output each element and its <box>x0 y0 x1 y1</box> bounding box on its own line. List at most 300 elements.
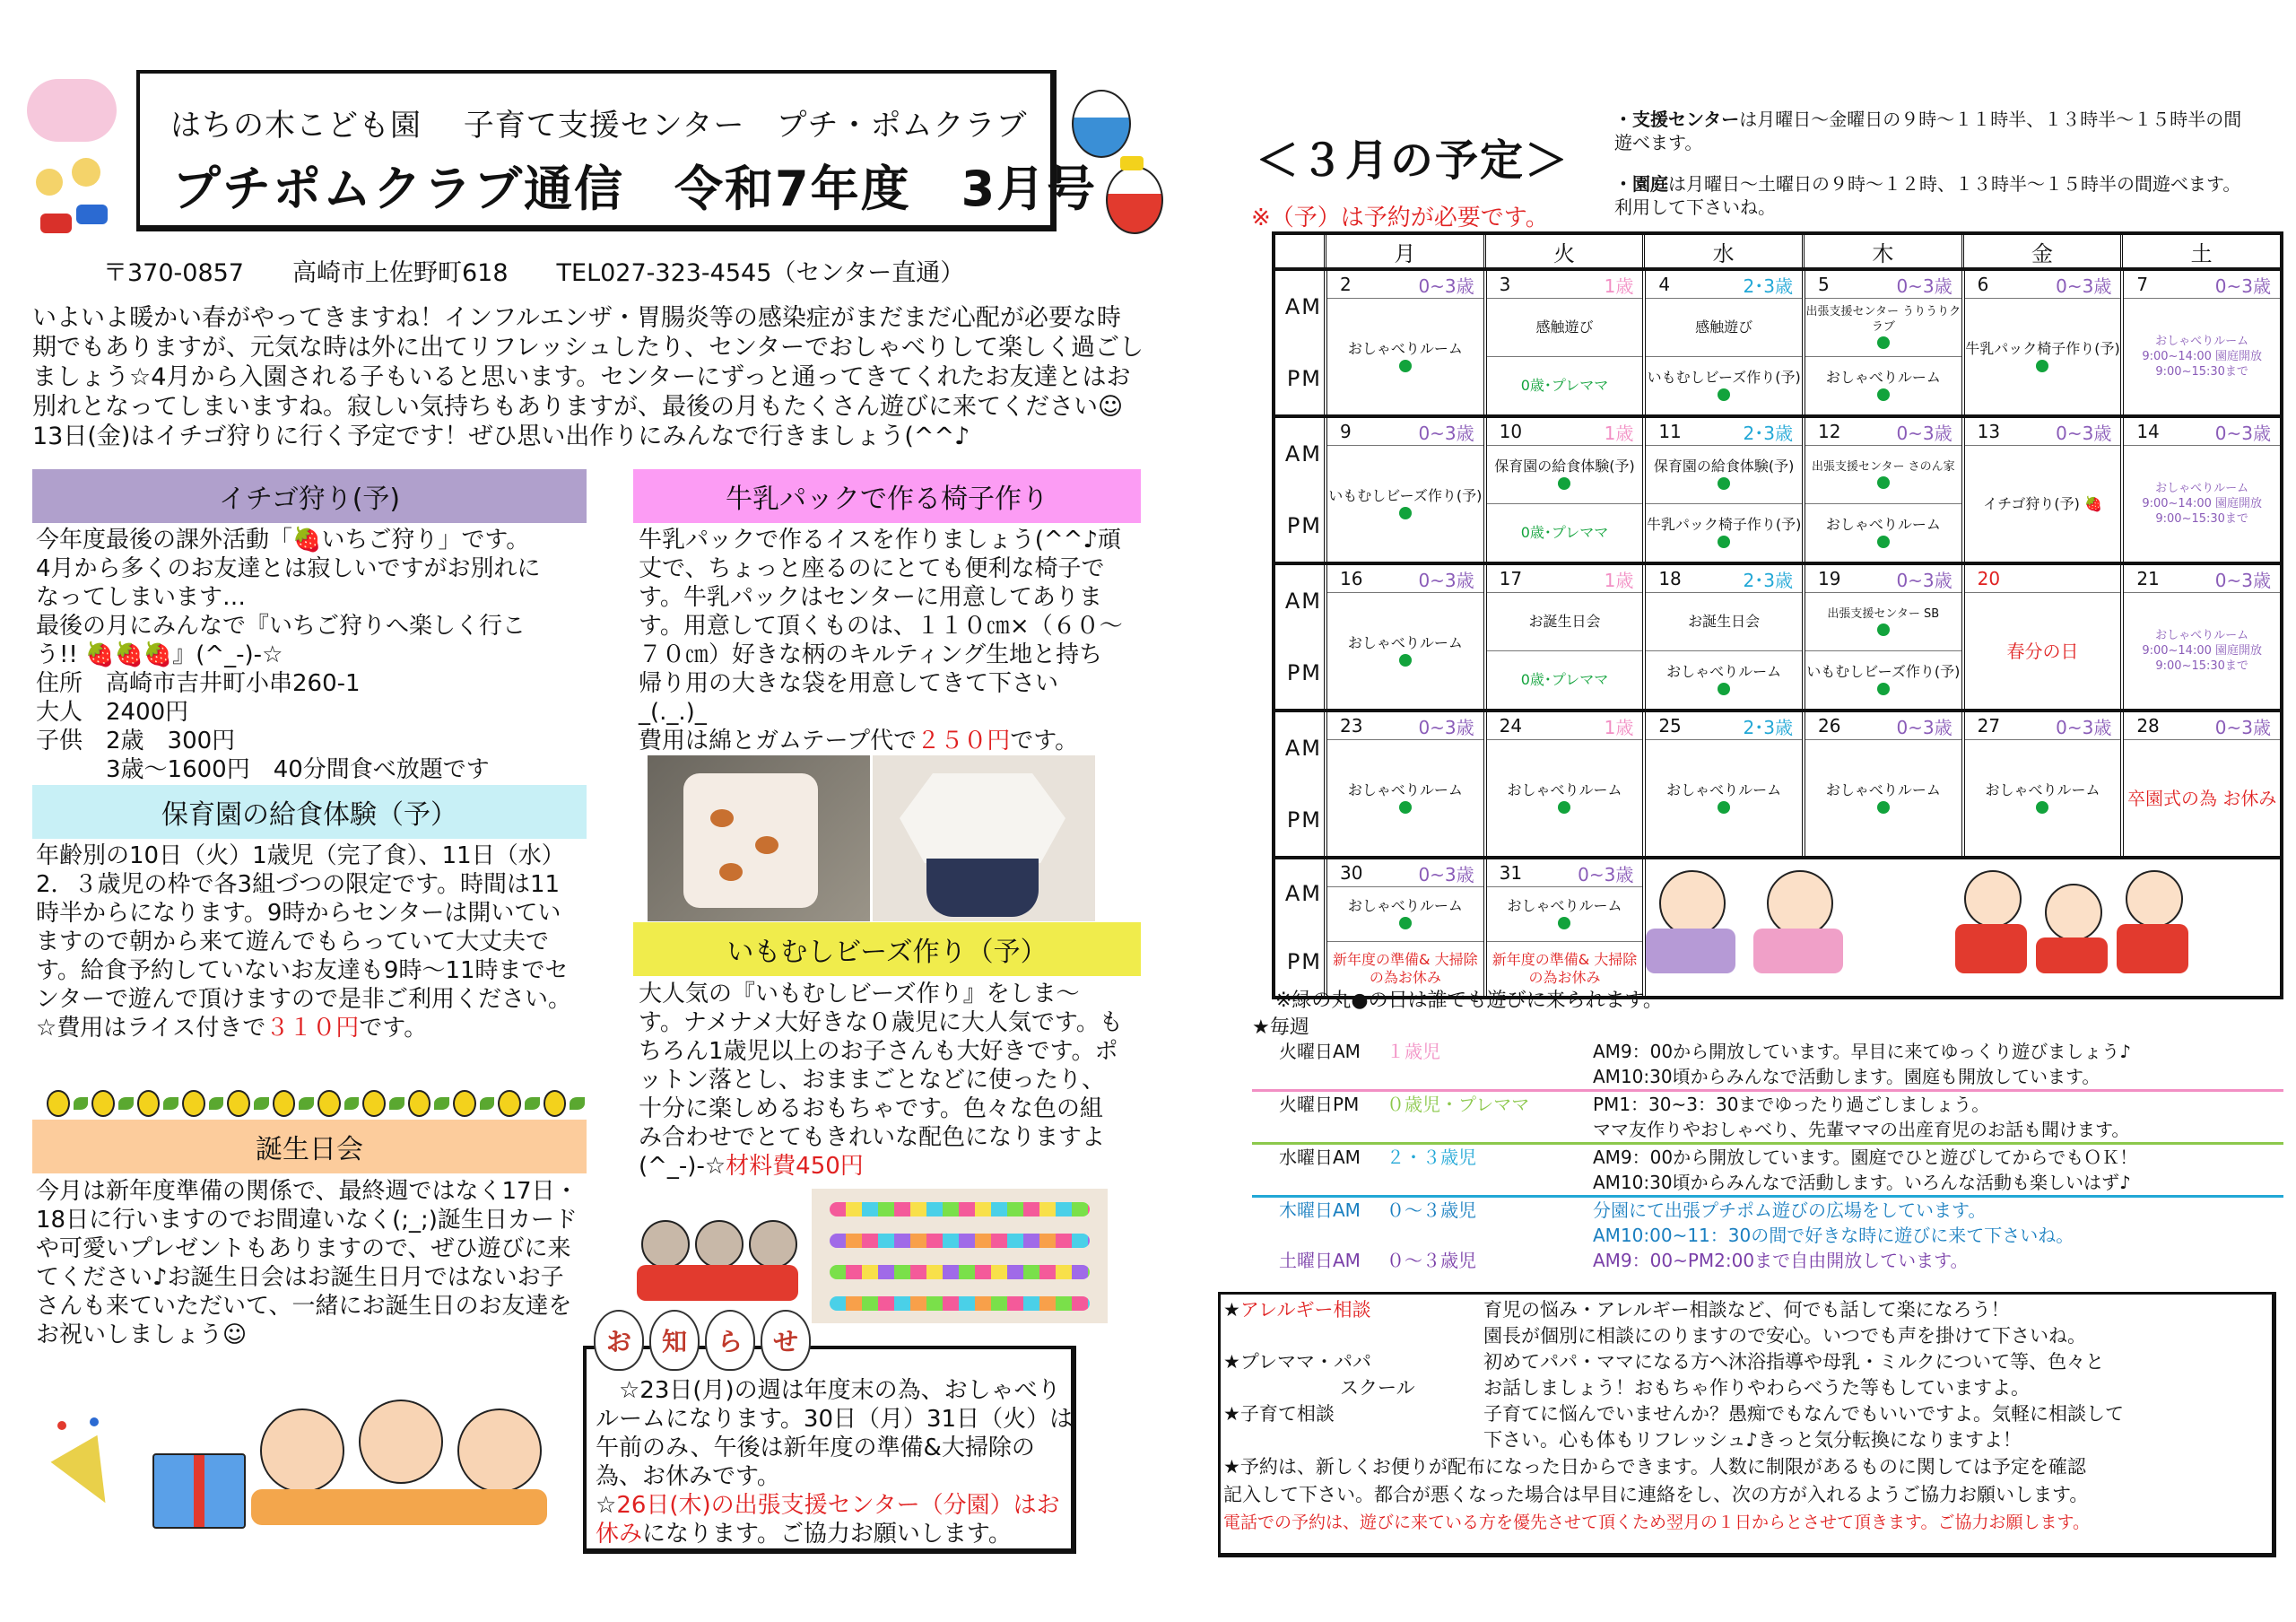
weekly-detail-line: AM9：00~PM2:00まで自由開放しています。 <box>1593 1250 1969 1271</box>
day-event <box>1965 593 2121 709</box>
service-row <box>1223 1401 2273 1453</box>
center-hours-text: は月曜日～金曜日の９時～１１時半、１３時半～１５時半の間遊べます。 <box>1614 109 2242 153</box>
section-body-milk-pack-chair <box>639 526 1123 755</box>
age-group: 0~3歳 <box>1578 863 1634 885</box>
singing-children-illustration <box>251 1364 547 1525</box>
service-label <box>1223 1349 1483 1401</box>
weekly-details <box>1593 1092 2283 1142</box>
weekly-details <box>1593 1248 2283 1273</box>
weekly-day: 土曜日AM <box>1279 1250 1361 1271</box>
reservation-required-note: ※（予）は予約が必要です。 <box>1251 205 1549 231</box>
service-name-cont: スクール <box>1340 1377 1415 1399</box>
service-description <box>1483 1297 2273 1349</box>
calendar-day-cell <box>1642 712 1802 856</box>
day-header <box>1965 712 2121 740</box>
pm-label: PM <box>1286 949 1322 974</box>
age-group: 0~3歳 <box>1896 422 1952 444</box>
day-number: 11 <box>1658 421 1682 442</box>
section-body-lunch-experience <box>36 842 583 1042</box>
service-line: 初めてパパ・ママになる方へ沐浴指導や母乳・ミルクについて等、色々と <box>1483 1351 2105 1373</box>
calendar-week-row <box>1272 709 2283 856</box>
day-header <box>1327 271 1483 299</box>
am-pm-labels <box>1275 418 1324 562</box>
service-line: 園長が個別に相談にのりますので安心。いつでも声を掛けて下さいね。 <box>1483 1325 2086 1347</box>
phone-reservation-note: 電話での予約は、遊びに来ている方を優先させて頂くため翌月の１日からとさせて頂きます。ご協力お願します。 <box>1223 1513 2090 1532</box>
day-body <box>1965 299 2121 414</box>
rabbit-dolls-illustration <box>637 1202 798 1301</box>
day-event <box>2124 446 2280 562</box>
milk-chair-photo-2 <box>873 755 1095 921</box>
day-body <box>1487 299 1643 414</box>
green-dot-icon <box>1718 536 1730 548</box>
calendar-day-cell <box>1324 859 1483 996</box>
am-label: AM <box>1284 441 1322 467</box>
age-group: 0~3歳 <box>1418 716 1474 738</box>
green-dot-icon <box>1877 388 1890 401</box>
day-body <box>1646 446 1802 562</box>
event-label: おしゃべりルーム 9:00~14:00 園庭開放 9:00~15:30まで <box>2142 335 2262 379</box>
am-event <box>1646 446 1802 504</box>
text-line: 最後の月にみんなで『いちご狩りへ楽しく行こ <box>36 613 526 640</box>
day-number: 28 <box>2136 715 2160 737</box>
text-line: 3歳～1600円 40分間食べ放題です <box>36 756 490 783</box>
service-name: プレママ・パパ <box>1239 1351 1371 1373</box>
green-dot-icon <box>1399 917 1412 929</box>
weekly-detail-line: ママ友作りやおしゃべり、先輩ママの出産育児のお話も聞けます。 <box>1593 1119 2130 1140</box>
day-body <box>1487 593 1643 709</box>
event-label: 0歳･プレママ <box>1520 377 1609 394</box>
weekly-day: 木曜日AM <box>1279 1199 1361 1221</box>
age-group: 0~3歳 <box>1418 569 1474 591</box>
am-event <box>1487 593 1643 651</box>
calendar-day-cell <box>1642 565 1802 709</box>
day-number: 16 <box>1340 568 1363 589</box>
green-dot-icon <box>1718 388 1730 401</box>
age-group: 0~3歳 <box>1896 569 1952 591</box>
day-event <box>1327 446 1483 562</box>
event-label: 新年度の準備& 大掃除の為お休み <box>1333 951 1478 986</box>
star-icon: ★ <box>1223 1403 1240 1425</box>
service-name: 子育て相談 <box>1239 1403 1335 1425</box>
weekday-fri: 金 <box>1961 235 2121 267</box>
pm-label: PM <box>1286 513 1322 538</box>
party-popper-illustration <box>54 1417 126 1516</box>
am-label: AM <box>1284 589 1322 614</box>
day-number: 6 <box>1977 274 1989 295</box>
day-event <box>1327 299 1483 414</box>
green-dot-icon <box>1877 536 1890 548</box>
weekly-detail-line: AM10:30頃からみんなで活動します。園庭も開放しています。 <box>1593 1066 2100 1087</box>
day-header <box>2124 712 2280 740</box>
am-event <box>1487 887 1643 942</box>
green-dot-icon <box>1718 801 1730 814</box>
event-label: 出張支援センター さのん家 <box>1812 459 1955 474</box>
age-group: 0~3歳 <box>2214 422 2271 444</box>
am-event <box>1805 593 1961 651</box>
day-header <box>1965 565 2121 593</box>
service-line: 子育てに悩んでいませんか？愚痴でもなんでもいいですよ。気軽に相談して <box>1483 1403 2124 1425</box>
caterpillar-decoration-strip <box>47 1087 585 1120</box>
beads-body-text: 大人気の『いもむしビーズ作り』をしま～す。ナメナメ大好きな０歳児に大人気です。もちろん1歳児以上のお子さんも大好きです。ポットン落とし、おままごとなどに使ったり、十分に楽しめるおもちゃです。色々な色の組み合わせでとてもきれいな配色になりますよ(^_-)-☆ <box>639 981 1123 1180</box>
opening-hours <box>1614 108 2242 219</box>
day-number: 30 <box>1340 862 1363 884</box>
day-header <box>1646 271 1802 299</box>
day-number: 9 <box>1340 421 1352 442</box>
section-title: 牛乳パックで作る椅子作り <box>726 484 1048 515</box>
garden-hours-text: は月曜日～土曜日の９時～１２時、１３時半～１５時半の間遊べます。利用して下さいね。 <box>1614 173 2241 218</box>
section-header-milk-pack-chair <box>633 469 1141 523</box>
day-number: 12 <box>1818 421 1841 442</box>
weekly-details <box>1593 1039 2283 1089</box>
calendar-day-cell <box>1483 418 1643 562</box>
lunch-body-text: 年齢別の10日（火）1歳児（完了食）、11日（水）2．３歳児の枠で各3組づつの限定です。時間は11時半からになります。9時からセンターは開いていますので朝から来て遊んでもらっていて大丈夫です。給食予約していないお友達も9時～11時までセンターで遊んで頂けますので是非ご利用ください。 <box>36 842 571 1013</box>
day-header <box>1327 859 1483 887</box>
day-number: 20 <box>1977 568 2001 589</box>
weekly-group: ２・３歳児 <box>1387 1147 1476 1168</box>
section-body-caterpillar-beads <box>639 980 1123 1181</box>
day-header <box>1487 712 1643 740</box>
calendar-weekday-header <box>1272 231 2283 267</box>
day-header <box>1805 712 1961 740</box>
notice-closure-highlight: 26日(木)の出張支援センター（分園）はお休み <box>596 1492 1060 1548</box>
am-pm-labels <box>1275 271 1324 414</box>
weekly-details <box>1593 1198 2283 1248</box>
day-header <box>1805 565 1961 593</box>
calendar-day-cell <box>1324 565 1483 709</box>
calendar-day-cell <box>1802 565 1961 709</box>
day-header <box>2124 271 2280 299</box>
green-dot-icon <box>1718 477 1730 490</box>
section-body-birthday: 今月は新年度準備の関係で、最終週ではなく17日・18日に行いますのでお間違いなく(;_;)誕生日カードや可愛いプレゼントもありますので、ぜひ遊びに来てください♪お誕生日会はお誕生日月ではないお子さんも来ていただいて、一緒にお誕生日のお友達をお祝いしましょう☺ <box>36 1178 578 1348</box>
day-body <box>1327 446 1483 562</box>
day-event <box>1487 740 1643 856</box>
day-event <box>2124 740 2280 856</box>
notice-star: ☆ <box>596 1492 617 1519</box>
notice-badge-char: お <box>594 1310 644 1371</box>
notice-text <box>596 1376 1080 1548</box>
day-header <box>1646 565 1802 593</box>
pm-event <box>1646 357 1802 414</box>
calendar-day-cell <box>1483 712 1643 856</box>
event-label: 0歳･プレママ <box>1520 671 1609 688</box>
day-header <box>1805 418 1961 446</box>
calendar-day-cell <box>1483 271 1643 414</box>
event-label: お誕生日会 <box>1528 613 1601 630</box>
section-title: 保育園の給食体験（予） <box>161 799 457 831</box>
intro-paragraph: いよいよ暖かい春がやってきますね！インフルエンザ・胃腸炎等の感染症がまだまだ心配が必要な時期でもありますが、元気な時は外に出てリフレッシュしたり、センターでおしゃべりして楽しく過ごしましょう☆4月から入園される子もいると思います。センターにずっと通ってきてくれたお友達とはお別れとなってしまいますね。寂しい気持ちもありますが、最後の月もたくさん遊びに来てください☺13日(金)はイチゴ狩りに行く予定です！ぜひ思い出作りにみんなで行きましょう(^^♪ <box>32 304 1144 450</box>
event-label: 感触遊び <box>1535 318 1594 336</box>
reservation-rule-line: 記入して下さい。都合が悪くなった場合は早目に連絡をし、次の方が入れるようご協力お願いします。 <box>1223 1484 2089 1505</box>
notice-badge <box>594 1310 811 1371</box>
day-event <box>2124 593 2280 709</box>
am-event <box>1487 299 1643 357</box>
calendar-day-cell <box>1961 565 2121 709</box>
pm-event <box>1487 357 1643 414</box>
day-number: 26 <box>1818 715 1841 737</box>
day-event <box>1327 740 1483 856</box>
event-label: 保育園の給食体験(予) <box>1494 458 1635 475</box>
beads-fee: 材料費450円 <box>726 1153 864 1180</box>
pm-label: PM <box>1286 366 1322 391</box>
milk-chair-fee-suffix: です。 <box>1010 728 1079 754</box>
newsletter-subtitle: はちの木こども園 子育て支援センター プチ・ポムクラブ <box>170 108 1028 144</box>
weekly-row <box>1252 1248 2283 1273</box>
day-event <box>1805 740 1961 856</box>
day-header <box>1646 712 1802 740</box>
event-label: いもむしビーズ作り(予) <box>1806 663 1961 680</box>
hina-dolls-illustration <box>1641 861 2278 978</box>
green-dot-icon <box>2036 360 2048 372</box>
notice-line-2-rest: になります。ご協力お願いします。 <box>642 1521 1012 1548</box>
calendar-day-cell <box>1642 271 1802 414</box>
day-event <box>1965 299 2121 414</box>
green-dot-icon <box>1877 476 1890 489</box>
age-group: 0~3歳 <box>2056 275 2112 297</box>
day-number: 19 <box>1818 568 1841 589</box>
am-pm-labels <box>1275 859 1324 996</box>
day-number: 23 <box>1340 715 1363 737</box>
event-label: おしゃべりルーム <box>1825 369 1941 386</box>
day-header <box>1965 418 2121 446</box>
weekly-day: 水曜日AM <box>1279 1147 1361 1168</box>
service-description <box>1483 1401 2273 1453</box>
am-pm-labels <box>1275 712 1324 856</box>
day-body <box>1327 740 1483 856</box>
star-icon: ★ <box>1223 1299 1240 1321</box>
event-label: おしゃべりルーム <box>1507 780 1622 798</box>
age-group: 0~3歳 <box>1418 422 1474 444</box>
weekly-detail-line: AM10:30頃からみんなで活動します。いろんな活動も楽しいはず♪ <box>1593 1172 2131 1193</box>
text-line: 子供 2歳 300円 <box>36 728 236 754</box>
am-event <box>1487 446 1643 504</box>
green-dot-icon <box>1399 507 1412 519</box>
lunch-fee-amount: ３１０円 <box>265 1015 360 1042</box>
section-title: いもむしビーズ作り（予） <box>726 937 1048 968</box>
day-number: 13 <box>1977 421 2001 442</box>
green-dot-icon <box>1877 683 1890 695</box>
event-label: 卒園式の為 お休み <box>2126 787 2277 809</box>
day-body <box>2124 299 2280 414</box>
contact-address: 〒370-0857 高崎市上佐野町618 TEL027-323-4545（センター直通） <box>103 259 965 287</box>
calendar-day-cell <box>2120 271 2280 414</box>
green-dot-icon <box>1399 360 1412 372</box>
day-header <box>1487 271 1643 299</box>
green-dot-icon <box>1718 683 1730 695</box>
calendar-day-cell <box>1802 271 1961 414</box>
day-event <box>1965 740 2121 856</box>
pm-event <box>1805 357 1961 414</box>
text-line: 今年度最後の課外活動「🍓いちご狩り」です。 <box>36 527 530 554</box>
green-dot-legend: ※緑の丸●の日は誰でも遊びに来られます。 <box>1275 990 1663 1012</box>
reservation-rule-line: ★予約は、新しくお便りが配布になった日からできます。人数に制限があるものに関しては予定を確認 <box>1223 1456 2086 1478</box>
weekly-day: 火曜日PM <box>1279 1094 1360 1115</box>
event-label: おしゃべりルーム <box>1825 780 1941 798</box>
am-event <box>1646 299 1802 357</box>
event-label: 春分の日 <box>2006 640 2079 662</box>
calendar-day-cell <box>1324 712 1483 856</box>
calendar-day-cell <box>2120 712 2280 856</box>
age-group: 0~3歳 <box>1896 716 1952 738</box>
age-group: 2･3歳 <box>1743 569 1793 591</box>
day-header <box>1646 418 1802 446</box>
day-body <box>2124 446 2280 562</box>
event-label: おしゃべりルーム 9:00~14:00 園庭開放 9:00~15:30まで <box>2142 629 2262 673</box>
service-description <box>1483 1349 2273 1401</box>
calendar-week-row <box>1272 414 2283 562</box>
am-label: AM <box>1284 294 1322 319</box>
am-event <box>1805 446 1961 504</box>
day-body <box>1487 887 1643 996</box>
service-label <box>1223 1297 1483 1349</box>
lunch-fee-prefix: ☆費用はライス付きで <box>36 1015 266 1042</box>
calendar-day-cell <box>1961 712 2121 856</box>
day-body <box>1327 593 1483 709</box>
age-group: 1歳 <box>1604 716 1634 738</box>
text-line: 住所 高崎市吉井町小串260-1 <box>36 670 361 697</box>
day-number: 24 <box>1499 715 1523 737</box>
day-number: 5 <box>1818 274 1830 295</box>
service-row <box>1223 1297 2273 1349</box>
service-line: お話しましょう！おもちゃ作りやわらべうた等もしていますよ。 <box>1483 1377 2030 1399</box>
event-label: おしゃべりルーム <box>1666 780 1782 798</box>
text-line: 大人 2400円 <box>36 699 189 726</box>
green-dot-icon <box>1877 624 1890 636</box>
event-label: 感触遊び <box>1695 318 1753 336</box>
event-label: 0歳･プレママ <box>1520 524 1609 541</box>
weekday-thu: 木 <box>1802 235 1961 267</box>
star-icon: ★ <box>1223 1351 1240 1373</box>
am-event <box>1327 887 1483 942</box>
pm-event <box>1805 504 1961 562</box>
lunch-fee-suffix: です。 <box>359 1015 428 1042</box>
day-number: 25 <box>1658 715 1682 737</box>
event-label: イチゴ狩り(予) 🍓 <box>1983 494 2102 512</box>
service-row <box>1223 1349 2273 1401</box>
event-label: おしゃべりルーム <box>1825 516 1941 533</box>
event-label: おしゃべりルーム <box>1347 339 1463 357</box>
day-number: 17 <box>1499 568 1523 589</box>
day-header <box>1327 418 1483 446</box>
weekly-detail-line: AM9：00から開放しています。園庭でひと遊びしてからでもＯＫ！ <box>1593 1147 2138 1168</box>
notice-badge-char: ら <box>705 1310 755 1371</box>
notice-badge-char: 知 <box>649 1310 700 1371</box>
event-label: おしゃべりルーム <box>1347 633 1463 651</box>
weekday-wed: 水 <box>1642 235 1802 267</box>
green-dot-icon <box>1558 477 1570 490</box>
section-header-strawberry <box>32 469 587 523</box>
section-header-birthday <box>32 1120 587 1173</box>
garden-hours-label: ・園庭 <box>1614 173 1668 195</box>
day-number: 10 <box>1499 421 1523 442</box>
am-event <box>1805 299 1961 357</box>
service-label <box>1223 1401 1483 1453</box>
green-dot-icon <box>1399 801 1412 814</box>
am-label: AM <box>1284 736 1322 761</box>
event-label: おしゃべりルーム <box>1507 897 1622 914</box>
event-label: おしゃべりルーム <box>1347 897 1463 914</box>
text-line: う!! 🍓🍓🍓』(^_-)-☆ <box>36 641 283 668</box>
green-dot-icon <box>2036 801 2048 814</box>
day-number: 7 <box>2136 274 2149 295</box>
hina-doll-illustration <box>1063 72 1161 242</box>
pm-event <box>1646 504 1802 562</box>
event-label: 牛乳パック椅子作り(予) <box>1965 339 2120 357</box>
event-label: お誕生日会 <box>1688 613 1761 630</box>
day-header <box>1487 859 1643 887</box>
day-body <box>1646 740 1802 856</box>
weekly-details <box>1593 1145 2283 1195</box>
event-label: 新年度の準備& 大掃除の為お休み <box>1492 951 1638 986</box>
pm-event <box>1487 651 1643 709</box>
day-body <box>1965 593 2121 709</box>
green-dot-icon <box>1877 336 1890 349</box>
day-number: 4 <box>1658 274 1671 295</box>
milk-chair-body-text: 牛乳パックで作るイスを作りましょう(^^♪頑丈で、ちょっと座るのにとても便利な椅子です。牛乳パックはセンターに用意してあります。用意して頂くものは、１１０㎝×（６０～７０㎝）好きな柄のキルティング生地と持ち帰り用の大きな袋を用意してきて下さい_(._.)_ <box>639 527 1123 726</box>
green-dot-icon <box>1558 917 1570 929</box>
age-group: 1歳 <box>1604 569 1634 591</box>
calendar-day-cell <box>1802 418 1961 562</box>
day-body <box>1965 740 2121 856</box>
weekly-group: ０～３歳児 <box>1387 1250 1476 1271</box>
day-header <box>1327 712 1483 740</box>
event-label: 牛乳パック椅子作り(予) <box>1646 516 1802 533</box>
day-body <box>1487 446 1643 562</box>
event-label: いもむしビーズ作り(予) <box>1328 486 1483 504</box>
weekly-row <box>1252 1039 2283 1092</box>
am-pm-labels <box>1275 565 1324 709</box>
milk-chair-photo-1 <box>648 755 870 921</box>
pm-label: PM <box>1286 807 1322 833</box>
age-group: 2･3歳 <box>1743 275 1793 297</box>
day-body <box>2124 740 2280 856</box>
weekly-detail-line: 分園にて出張プチポム遊びの広場をしています。 <box>1593 1199 1987 1221</box>
section-title: イチゴ狩り(予) <box>218 484 401 515</box>
age-group: 0~3歳 <box>2056 422 2112 444</box>
age-group: 0~3歳 <box>1896 275 1952 297</box>
section-body-strawberry <box>36 526 592 784</box>
calendar-day-cell <box>1483 565 1643 709</box>
day-body <box>1646 593 1802 709</box>
day-event <box>1327 593 1483 709</box>
weekly-heading: ★毎週 <box>1252 1016 1309 1039</box>
weekly-detail-line: AM9：00から開放しています。早目に来てゆっくり遊びましょう♪ <box>1593 1041 2132 1062</box>
day-header <box>1327 565 1483 593</box>
day-event <box>1965 446 2121 562</box>
day-number: 18 <box>1658 568 1682 589</box>
day-event <box>1646 740 1802 856</box>
day-body <box>1487 740 1643 856</box>
center-hours-label: ・支援センター <box>1614 109 1740 130</box>
section-header-caterpillar-beads <box>633 922 1141 976</box>
pm-event <box>1805 651 1961 709</box>
notice-line-1: ☆23日(月)の週は年度末の為、おしゃべりルームになります。30日（月）31日（火）は午前のみ、午後は新年度の準備&大掃除の為、お休みです。 <box>596 1377 1074 1490</box>
calendar-day-cell <box>1961 418 2121 562</box>
am-label: AM <box>1284 881 1322 906</box>
gift-box-illustration <box>152 1453 246 1529</box>
calendar-day-cell <box>1324 271 1483 414</box>
am-event <box>1646 593 1802 651</box>
calendar-day-cell <box>1802 712 1961 856</box>
day-number: 14 <box>2136 421 2160 442</box>
calendar-day-cell <box>1642 418 1802 562</box>
day-number: 21 <box>2136 568 2160 589</box>
day-body <box>1805 446 1961 562</box>
weekday-sat: 土 <box>2120 235 2280 267</box>
weekly-row <box>1252 1092 2283 1145</box>
day-body <box>1805 593 1961 709</box>
text-line: なってしまいます… <box>36 584 247 611</box>
day-event <box>2124 299 2280 414</box>
